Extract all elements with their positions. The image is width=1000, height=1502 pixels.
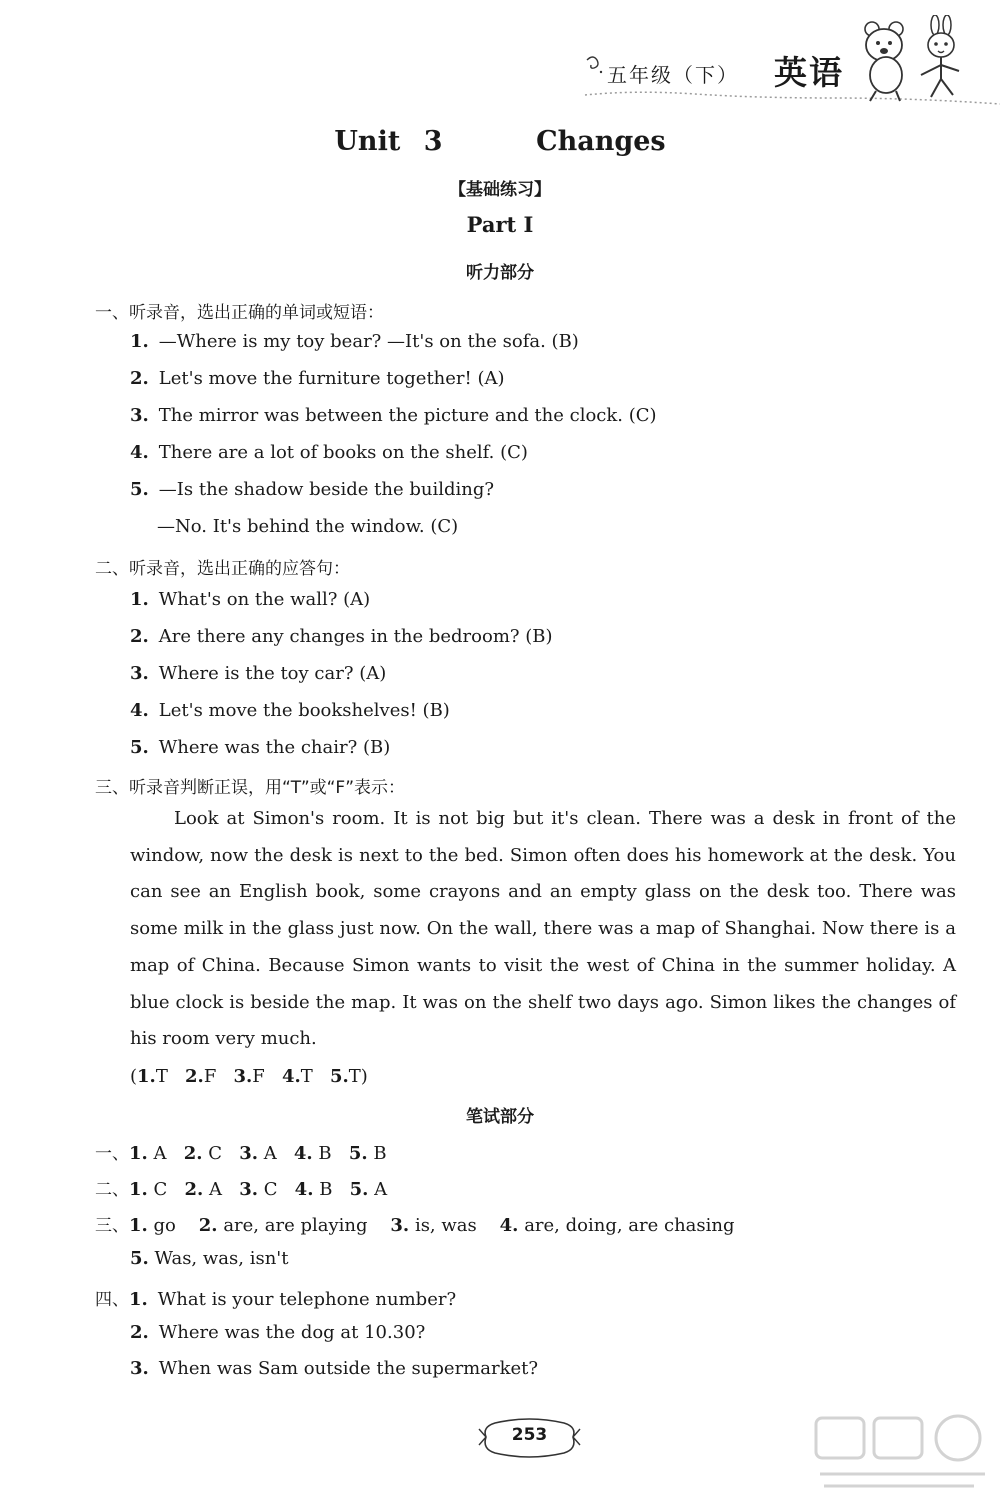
header-grade: 五年级（下） bbox=[607, 63, 739, 87]
q3-heading: 三、听录音判断正误，用“T”或“F”表示： bbox=[95, 778, 406, 798]
bear-rabbit-mascot-icon bbox=[850, 15, 975, 105]
list-item: 3. The mirror was between the picture and the clock. (C) bbox=[130, 405, 657, 426]
list-item: 1. What's on the wall? (A) bbox=[130, 589, 371, 610]
w2-answers: 二、1. C 2. A 3. C 4. B 5. A bbox=[95, 1179, 388, 1200]
page-number: 253 bbox=[511, 1425, 548, 1445]
q1-heading: 一、听录音，选出正确的单词或短语： bbox=[95, 303, 384, 323]
list-item: 3. When was Sam outside the supermarket? bbox=[130, 1358, 539, 1379]
w3-answer-5: 5. Was, was, isn't bbox=[130, 1248, 289, 1269]
list-item: 4. Let's move the bookshelves! (B) bbox=[130, 700, 450, 721]
q3-answers: (1.T 2.F 3.F 4.T 5.T) bbox=[130, 1066, 368, 1087]
list-item: 4. There are a lot of books on the shelf. (C) bbox=[130, 442, 528, 463]
q3-passage: Look at Simon's room. It is not big but it's clean. There was a desk in front of the window, now the desk is next to the bed. Simon often does his homework at the desk. You can see an English book, some crayons and an empty glass on the desk too. There was some milk in the glass just now. On the wall, there was a map of Shanghai. Now there is a map of China. Because Simon wants to visit the west of China in the summer holiday. A blue clock is beside the map. It was on the shelf two days ago. Simon likes the changes of his room very much. bbox=[130, 808, 956, 1050]
list-item: 2. Where was the dog at 10.30? bbox=[130, 1322, 426, 1343]
watermark-logo-icon bbox=[810, 1410, 995, 1500]
q2-heading: 二、听录音，选出正确的应答句： bbox=[95, 559, 350, 579]
part-title: Part Ⅰ bbox=[466, 212, 534, 237]
header-subject: 英语 bbox=[774, 53, 844, 92]
unit-title: Unit 3 Changes bbox=[334, 126, 666, 157]
list-item: 四、1. What is your telephone number? bbox=[95, 1289, 457, 1310]
listening-heading: 听力部分 bbox=[466, 263, 534, 283]
list-item-continuation: —No. It's behind the window. (C) bbox=[157, 516, 459, 537]
list-item: 2. Are there any changes in the bedroom? (B) bbox=[130, 626, 553, 647]
list-item: 3. Where is the toy car? (A) bbox=[130, 663, 387, 684]
list-item: 2. Let's move the furniture together! (A) bbox=[130, 368, 505, 389]
list-item: 1. —Where is my toy bear? —It's on the sofa. (B) bbox=[130, 331, 579, 352]
w3-answers: 三、1. go 2. are, are playing 3. is, was 4. are, doing, are chasing bbox=[95, 1215, 735, 1236]
w1-answers: 一、1. A 2. C 3. A 4. B 5. B bbox=[95, 1143, 387, 1164]
written-heading: 笔试部分 bbox=[466, 1107, 534, 1127]
list-item: 5. —Is the shadow beside the building? bbox=[130, 479, 495, 500]
list-item: 5. Where was the chair? (B) bbox=[130, 737, 391, 758]
section-label: 【基础练习】 bbox=[449, 180, 551, 200]
